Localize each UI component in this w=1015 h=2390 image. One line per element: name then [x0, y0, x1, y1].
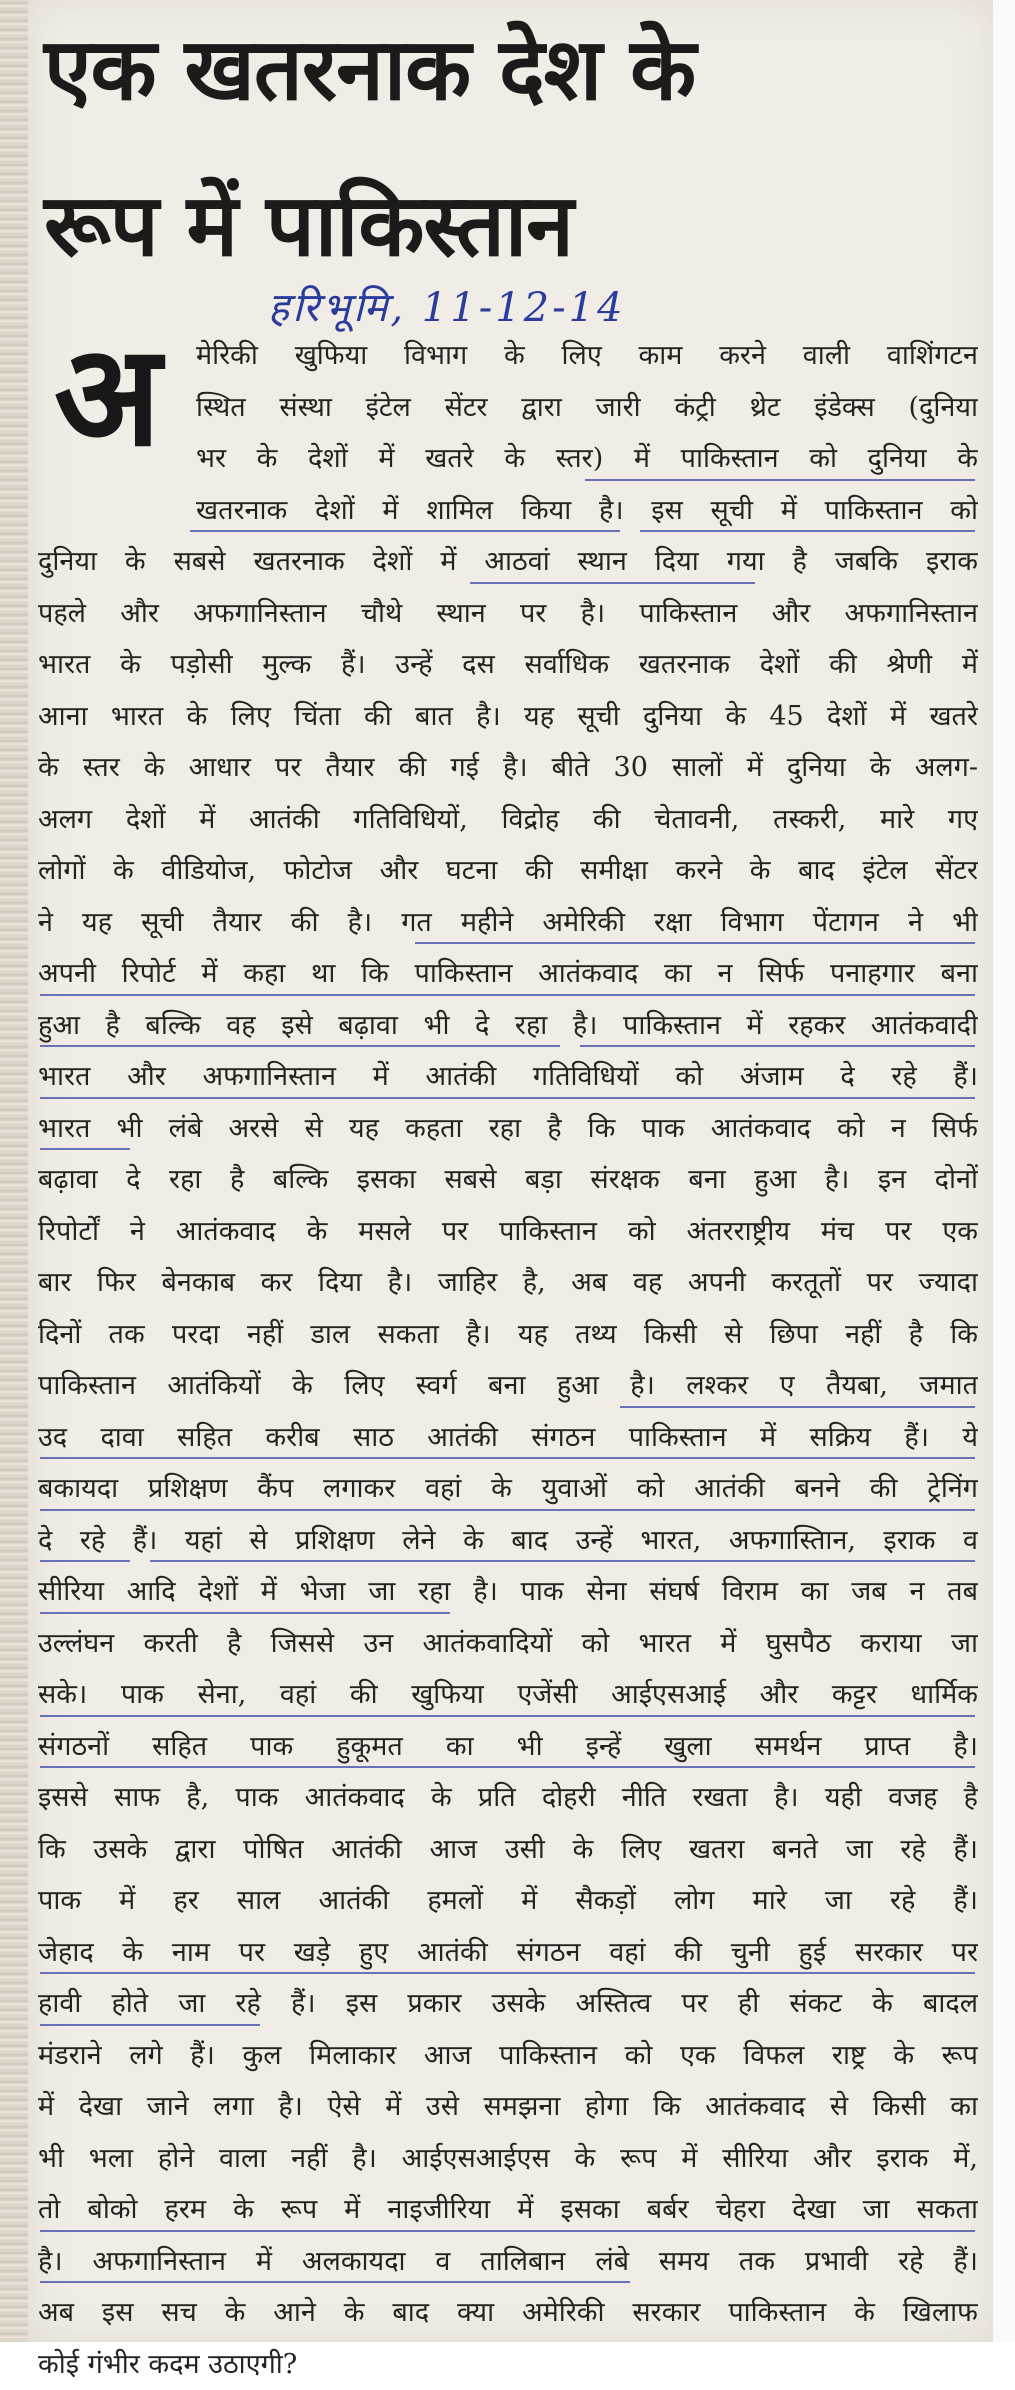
article-line: भारत भी लंबे अरसे से यह कहता रहा है कि पाक आतंकवाद को न सिर्फ	[38, 1103, 978, 1155]
article-line: जेहाद के नाम पर खड़े हुए आतंकी संगठन वहां की चुनी हुई सरकार पर	[38, 1927, 978, 1979]
article-line: पाक में हर साल आतंकी हमलों में सैकड़ों लोग मारे जा रहे हैं।	[38, 1875, 978, 1927]
article-line: में देखा जाने लगा है। ऐसे में उसे समझना होगा कि आतंकवाद से किसी का	[38, 2081, 978, 2133]
pen-underline	[40, 1972, 975, 1974]
pen-underline	[40, 2281, 630, 2283]
pen-underline	[415, 942, 975, 944]
pen-underline	[150, 1560, 975, 1562]
article-line: भारत के पड़ोसी मुल्क हैं। उन्हें दस सर्वाधिक खतरनाक देशों की श्रेणी में	[38, 639, 978, 691]
article-line: अलग देशों में आतंकी गतिविधियों, विद्रोह की चेतावनी, तस्करी, मारे गए	[38, 794, 978, 846]
article-line: स्थित संस्था इंटेल सेंटर द्वारा जारी कंट्री थ्रेट इंडेक्स (दुनिया	[38, 382, 978, 434]
article-line: मेरिकी खुफिया विभाग के लिए काम करने वाली वाशिंगटन	[38, 330, 978, 382]
article-line: हावी होते जा रहे हैं। इस प्रकार उसके अस्तित्व पर ही संकट के बादल	[38, 1978, 978, 2030]
pen-underline	[620, 1406, 975, 1408]
pen-underline	[40, 1766, 975, 1768]
article-line: दे रहे हैं। यहां से प्रशिक्षण लेने के बाद उन्हें भारत, अफगास्तिान, इराक व	[38, 1515, 978, 1567]
article-line: कि उसके द्वारा पोषित आतंकी आज उसी के लिए खतरा बनते जा रहे हैं।	[38, 1824, 978, 1876]
article-line: बकायदा प्रशिक्षण कैंप लगाकर वहां के युवाओं को आतंकी बनने की ट्रेनिंग	[38, 1463, 978, 1515]
article-line: अब इस सच के आने के बाद क्या अमेरिकी सरकार पाकिस्तान के खिलाफ	[38, 2287, 978, 2339]
article-line: संगठनों सहित पाक हुकूमत का भी इन्हें खुला समर्थन प्राप्त है।	[38, 1721, 978, 1773]
article-line: सीरिया आदि देशों में भेजा जा रहा है। पाक सेना संघर्ष विराम का जब न तब	[38, 1566, 978, 1618]
article-line: भर के देशों में खतरे के स्तर) में पाकिस्तान को दुनिया के	[38, 433, 978, 485]
scan-left-edge	[0, 0, 28, 2342]
article-line: के स्तर के आधार पर तैयार की गई है। बीते 30 सालों में दुनिया के अलग-	[38, 742, 978, 794]
article-line: अपनी रिपोर्ट में कहा था कि पाकिस्तान आतंकवाद का न सिर्फ पनाहगार बना	[38, 948, 978, 1000]
pen-underline	[40, 1097, 975, 1099]
pen-underline	[470, 582, 755, 584]
pen-underline	[40, 1148, 130, 1150]
article-line: उद दावा सहित करीब साठ आतंकी संगठन पाकिस्तान में सक्रिय हैं। ये	[38, 1412, 978, 1464]
pen-underline	[40, 1457, 975, 1459]
article-line: पाकिस्तान आतंकियों के लिए स्वर्ग बना हुआ है। लश्कर ए तैयबा, जमात	[38, 1360, 978, 1412]
pen-underline	[40, 2230, 975, 2232]
article-line: पहले और अफगानिस्तान चौथे स्थान पर है। पाकिस्तान और अफगानिस्तान	[38, 588, 978, 640]
article-line: दिनों तक परदा नहीं डाल सकता है। यह तथ्य किसी से छिपा नहीं है कि	[38, 1309, 978, 1361]
article-line: हुआ है बल्कि वह इसे बढ़ावा भी दे रहा है। पाकिस्तान में रहकर आतंकवादी	[38, 1000, 978, 1052]
drop-cap: अ	[54, 322, 169, 472]
article-line: सके। पाक सेना, वहां की खुफिया एजेंसी आईएसआई और कट्टर धार्मिक	[38, 1669, 978, 1721]
article-line: भी भला होने वाला नहीं है। आईएसआईएस के रूप में सीरिया और इराक में,	[38, 2133, 978, 2185]
pen-underline	[580, 1045, 975, 1047]
article-line: रिपोर्टों ने आतंकवाद के मसले पर पाकिस्तान को अंतरराष्ट्रीय मंच पर एक	[38, 1206, 978, 1258]
pen-underline	[40, 1715, 975, 1717]
article-line: मंडराने लगे हैं। कुल मिलाकार आज पाकिस्तान को एक विफल राष्ट्र के रूप	[38, 2030, 978, 2082]
article-line: उल्लंघन करती है जिससे उन आतंकवादियों को भारत में घुसपैठ कराया जा	[38, 1618, 978, 1670]
pen-underline	[40, 1045, 560, 1047]
article-line: लोगों के वीडियोज, फोटोज और घटना की समीक्षा करने के बाद इंटेल सेंटर	[38, 845, 978, 897]
headline-line-2: रूप में पाकिस्तान	[44, 176, 984, 276]
pen-underline	[190, 530, 620, 532]
article-line: इससे साफ है, पाक आतंकवाद के प्रति दोहरी नीति रखता है। यही वजह है	[38, 1772, 978, 1824]
article-line: भारत और अफगानिस्तान में आतंकी गतिविधियों को अंजाम दे रहे हैं।	[38, 1051, 978, 1103]
article-line: ने यह सूची तैयार की है। गत महीने अमेरिकी रक्षा विभाग पेंटागन ने भी	[38, 897, 978, 949]
article-body	[38, 330, 978, 2390]
pen-underline	[40, 1560, 130, 1562]
pen-underline	[40, 1612, 450, 1614]
article-line: आना भारत के लिए चिंता की बात है। यह सूची दुनिया के 45 देशों में खतरे	[38, 691, 978, 743]
article-line: तो बोको हरम के रूप में नाइजीरिया में इसका बर्बर चेहरा देखा जा सकता	[38, 2184, 978, 2236]
article-line: खतरनाक देशों में शामिल किया है। इस सूची में पाकिस्तान को	[38, 485, 978, 537]
article-line: बढ़ावा दे रहा है बल्कि इसका सबसे बड़ा संरक्षक बना हुआ है। इन दोनों	[38, 1154, 978, 1206]
headline-line-1: एक खतरनाक देश के	[44, 20, 984, 120]
article-line: दुनिया के सबसे खतरनाक देशों में आठवां स्थान दिया गया है जबकि इराक	[38, 536, 978, 588]
article-line: कोई गंभीर कदम उठाएगी?	[38, 2339, 978, 2390]
pen-underline	[585, 479, 975, 481]
article-line: बार फिर बेनकाब कर दिया है। जाहिर है, अब वह अपनी करतूतों पर ज्यादा	[38, 1257, 978, 1309]
pen-underline	[40, 2024, 260, 2026]
pen-underline	[640, 530, 975, 532]
scan-right-margin	[993, 0, 1015, 2342]
handwritten-note: हरिभूमि, 11-12-14	[268, 282, 828, 334]
article-line: है। अफगानिस्तान में अलकायदा व तालिबान लंबे समय तक प्रभावी रहे हैं।	[38, 2236, 978, 2288]
pen-underline	[40, 994, 975, 996]
pen-underline	[40, 1509, 975, 1511]
